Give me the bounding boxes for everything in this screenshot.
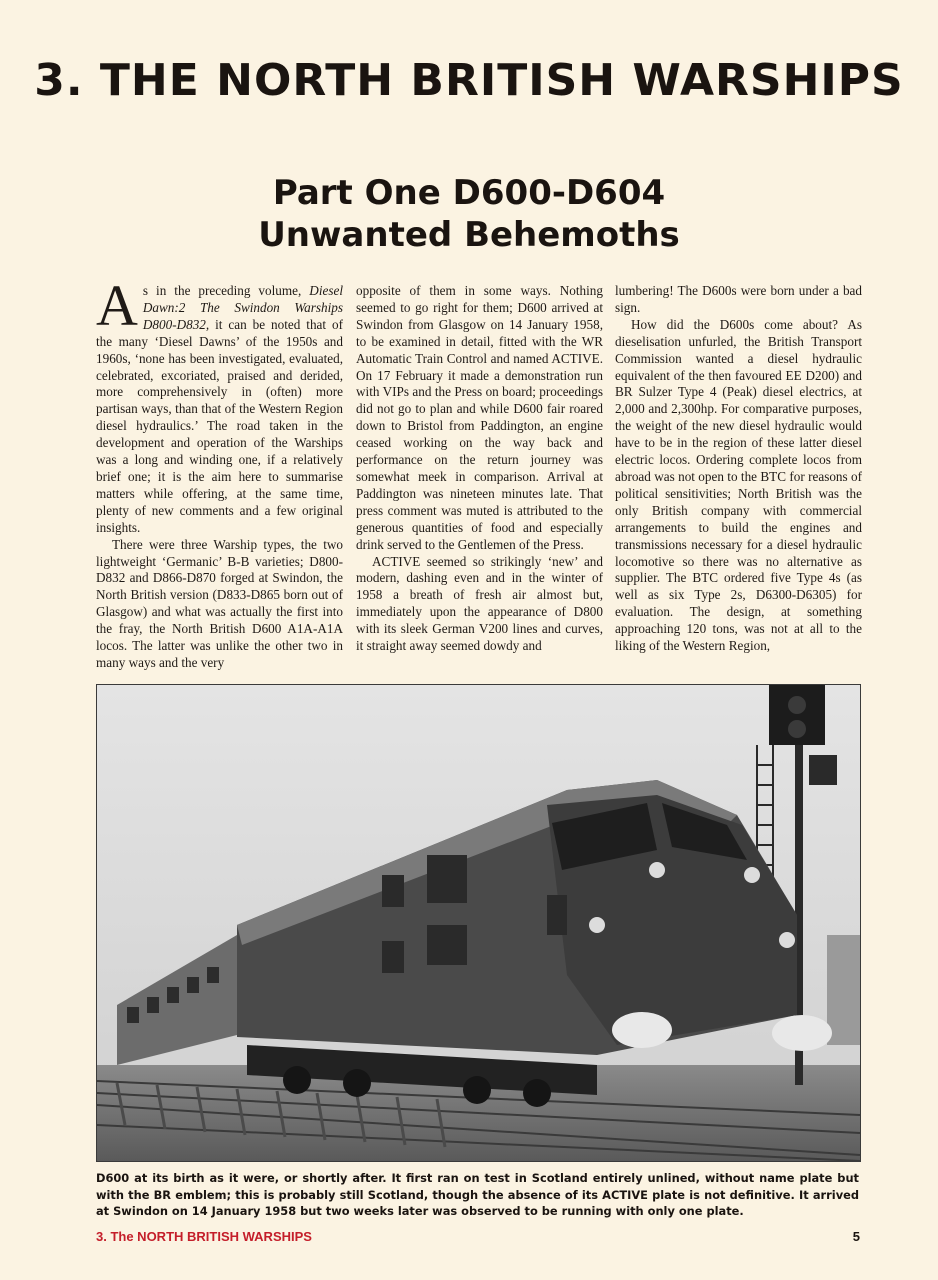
page-title: 3. THE NORTH BRITISH WARSHIPS [34, 55, 904, 106]
paragraph: How did the D600s come about? As dieselisation unfurled, the British Transport Commission wanted a diesel hydraulic equivalent of the then favoured EE D200) and BR Sulzer Type 4 (Peak) diesel electrics, at 2,000 and 2,300hp. For comparative purposes, the weight of the new diesel hydraulic would have to be in the region of these latter diesel electric locos. Ordering complete locos from abroad was not open to the BTC for reasons of political sensitivities; North British was the only British company with commercial arrangements to build the engines and transmissions necessary for a diesel hydraulic locomotive so there was no alternative as supplier. The BTC ordered five Type 4s (as well as six Type 2s, D6300-D6305) for evaluation. The design, at something approaching 120 tons, was not at all to the liking of the Western Region, [615, 316, 862, 654]
text-run: s in the preceding volume, [142, 283, 310, 298]
page-subtitle [0, 172, 938, 256]
article-column-1 [96, 283, 343, 675]
paragraph-intro [96, 283, 343, 537]
article-column-3 [615, 283, 862, 675]
footer-section-title: 3. The NORTH BRITISH WARSHIPS [96, 1229, 312, 1244]
article-column-2 [356, 283, 603, 675]
subtitle-line-2: Unwanted Behemoths [258, 215, 680, 255]
text-run: it can be noted that of the many ‘Diesel Dawns’ of the 1950s and 1960s, ‘none has been investigated, evaluated, celebrated, excoriated, praised and derided, more comprehensively in (often) more partisan ways, than that of the Western Region diesel hydraulics.’ The road taken in the development and operation of the Warships was a long and winding one, if a relatively brief one; it is the aim here to summarise matters while offering, at the same time, plenty of new comments and a few original insights. [96, 316, 343, 535]
paragraph: opposite of them in some ways. Nothing seemed to go right for them; D600 arrived at Swindon from Glasgow on 14 January 1958, to be examined in detail, fitted with the WR Automatic Train Control and named ACTIVE. On 17 February it made a demonstration run with VIPs and the Press on board; proceedings did not go to plan and while D600 fair roared down to Bristol from Paddington, an engine ceased working on the way back and performance on the return journey was somewhat meek in comparison. Arrival at Paddington was nineteen minutes late. That press comment was muted is attributed to the generous quantities of food and especially drink served to the Gentlemen of the Press. [356, 283, 603, 552]
paragraph: lumbering! The D600s were born under a bad sign. [615, 283, 862, 315]
page-number: 5 [852, 1229, 860, 1244]
paragraph: There were three Warship types, the two lightweight ‘Germanic’ B-B varieties; D800-D832 and D866-D870 forged at Swindon, the North British version (D833-D865 born out of Glasgow) and what was actually the first into the fray, the North British D600 A1A-A1A locos. The latter was unlike the other two in many ways and the very [96, 536, 343, 670]
italic-book-title: Diesel Dawn:2 The Swindon Warships D800-D832, [142, 283, 343, 332]
locomotive-photo [96, 684, 861, 1162]
photo-caption: D600 at its birth as it were, or shortly after. It first ran on test in Scotland entirely unlined, without name plate but with the BR emblem; this is probably still Scotland, though the absence of its ACTIVE plate is not definitive. It arrived at Swindon on 14 January 1958 but two weeks later was observed to be running with only one plate. [96, 1171, 859, 1218]
subtitle-line-1: Part One D600-D604 [272, 173, 666, 213]
drop-cap: A [96, 283, 138, 338]
paragraph: ACTIVE seemed so strikingly ‘new’ and modern, dashing even and in the winter of 1958 a breath of fresh air almost but, immediately upon the appearance of D800 with its sleek German V200 lines and curves, it straight away seemed dowdy and [356, 553, 603, 654]
